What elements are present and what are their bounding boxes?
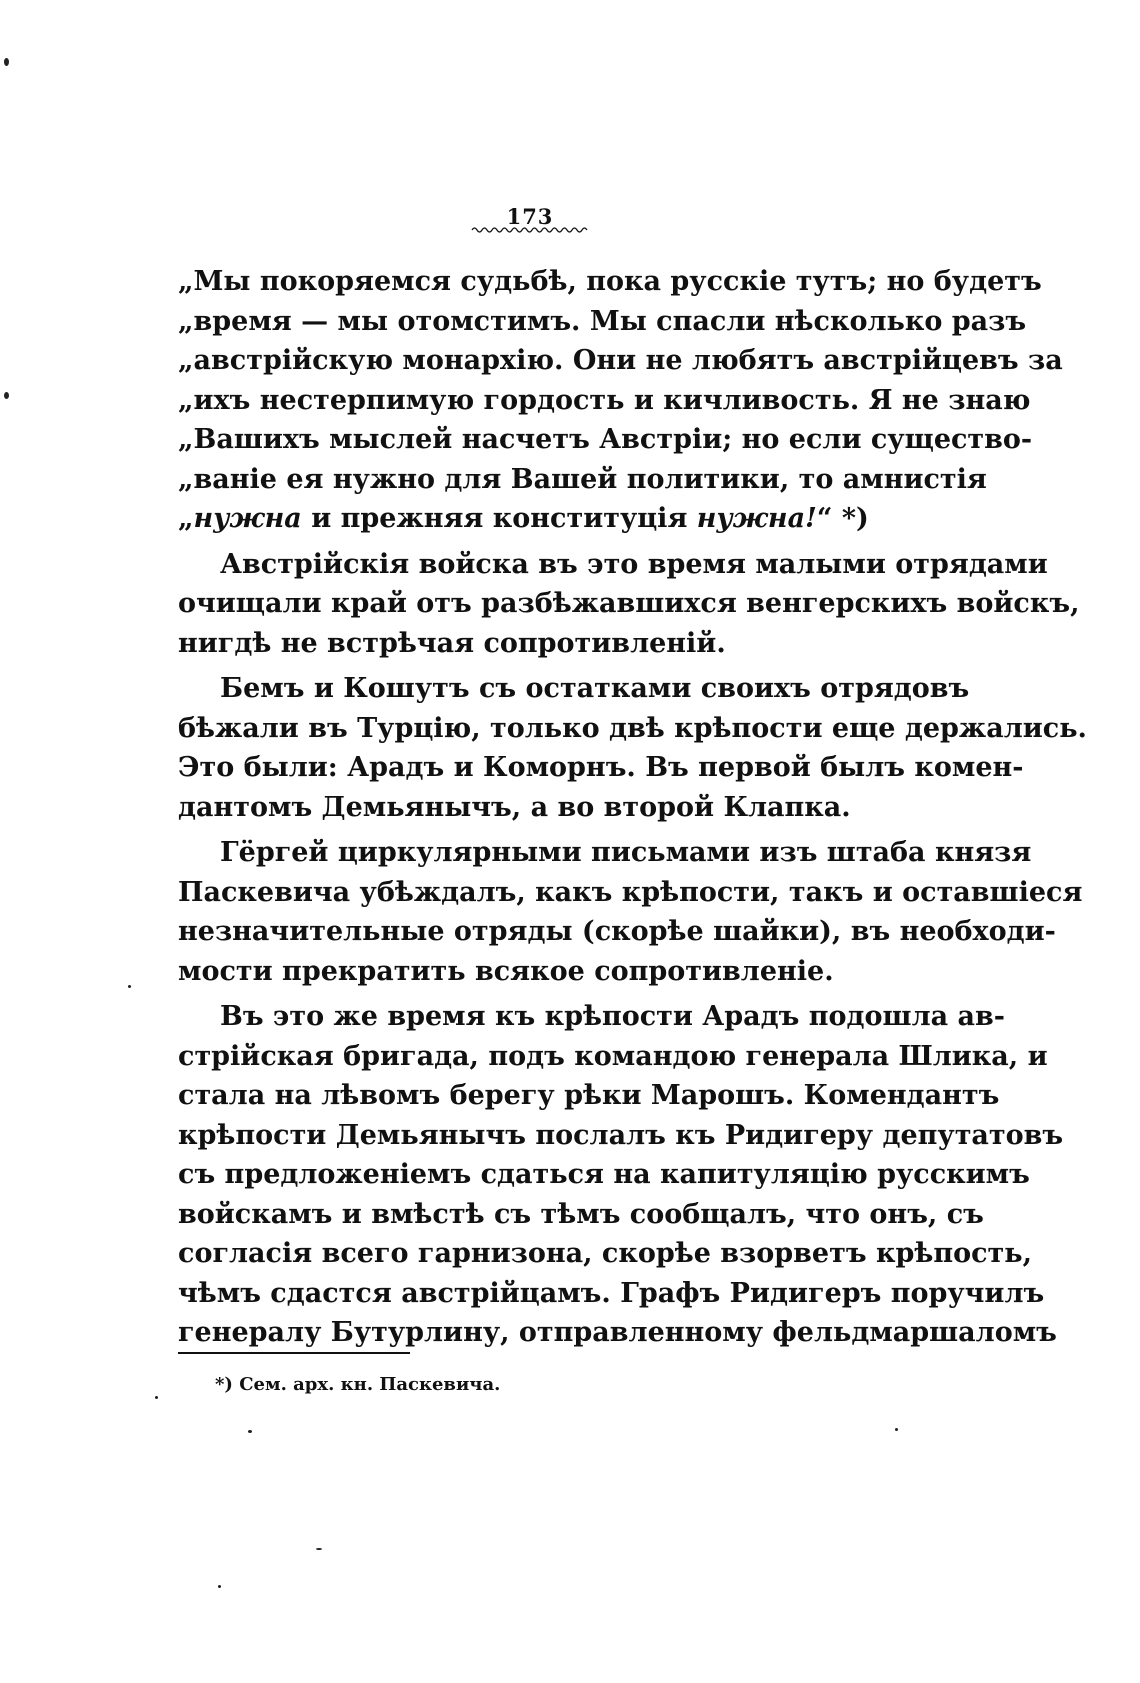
text-line: стрійская бригада, подъ командою генерала Шлика, и [178,1040,1048,1072]
open-quote: „ [178,503,194,534]
scan-speck [4,392,9,399]
text-line: мости прекратить всякое сопротивленіе. [178,955,834,987]
scan-speck [155,1396,158,1399]
text-line: „ихъ нестерпимую гордость и кичливость. Я не знаю [178,384,1031,416]
scan-speck [128,985,131,988]
close-quote-footnote-mark: “ *) [816,503,869,534]
body-text [178,262,1087,1353]
text-line: „австрійскую монархію. Они не любятъ австрійцевъ за [178,345,1063,376]
text-line: „Вашихъ мыслей насчетъ Австріи; но если существо- [178,424,1033,455]
text-run: и прежняя конституція [301,503,697,534]
emphasis: нужна [193,503,302,534]
text-line: „Мы покоряемся судьбѣ, пока русскіе тутъ; но будетъ [178,266,1042,297]
text-line: „время — мы отомстимъ. Мы спасли нѣсколько разъ [178,305,1027,337]
text-line: генералу Бутурлину, отправленному фельдмаршаломъ [178,1317,1057,1348]
text-line: дантомъ Демьянычъ, а во второй Клапка. [178,791,851,823]
paragraph [178,669,1087,827]
scan-speck [316,1548,322,1550]
paragraph [178,545,1080,664]
text-line: крѣпости Демьянычъ послалъ къ Ридигеру депутатовъ [178,1119,1064,1151]
scan-speck [218,1585,221,1588]
text-line: Это были: Арадъ и Коморнъ. Въ первой былъ комен- [178,752,1024,783]
text-line: стала на лѣвомъ берегу рѣки Марошъ. Комендантъ [178,1080,1000,1111]
text-line: войскамъ и вмѣстѣ съ тѣмъ сообщалъ, что онъ, съ [178,1198,984,1230]
text-line: нигдѣ не встрѣчая сопротивленій. [178,627,726,659]
text-line: Бемъ и Кошутъ съ остатками своихъ отрядовъ [220,673,970,704]
page-number: 173 [506,204,554,229]
scan-speck [895,1428,898,1431]
text-line: Въ это же время къ крѣпости Арадъ подошла ав- [220,1001,1005,1032]
text-line: бѣжали въ Турцію, только двѣ крѣпости еще держались. [178,712,1087,744]
paragraph [178,997,1064,1353]
text-line [178,499,890,539]
text-line: Гёргей циркулярными письмами изъ штаба князя [220,837,1032,868]
text-line: чѣмъ сдастся австрійцамъ. Графъ Ридигеръ поручилъ [178,1277,1045,1309]
footnote: *) Сем. арх. кн. Паскевича. [215,1374,501,1395]
text-line: согласія всего гарнизона, скорѣе взорветъ крѣпость, [178,1238,1032,1269]
text-line: незначительные отряды (скорѣе шайки), въ необходи- [178,916,1056,947]
text-line: Паскевича убѣждалъ, какъ крѣпости, такъ и оставшіеся [178,876,1083,908]
wavy-ornament-icon [472,226,588,234]
text-line: Австрійскія войска въ это время малыми отрядами [220,548,1048,580]
paragraph [178,833,1083,991]
emphasis: нужна! [696,503,817,534]
scan-speck [248,1430,252,1433]
footnote-divider [178,1352,410,1354]
text-line: съ предложеніемъ сдаться на капитуляцію русскимъ [178,1159,1030,1190]
text-line: очищали край отъ разбѣжавшихся венгерскихъ войскъ, [178,588,1080,619]
paragraph [178,262,1063,539]
text-line: „ваніе ея нужно для Вашей политики, то амнистія [178,463,987,495]
scan-speck [4,58,9,66]
